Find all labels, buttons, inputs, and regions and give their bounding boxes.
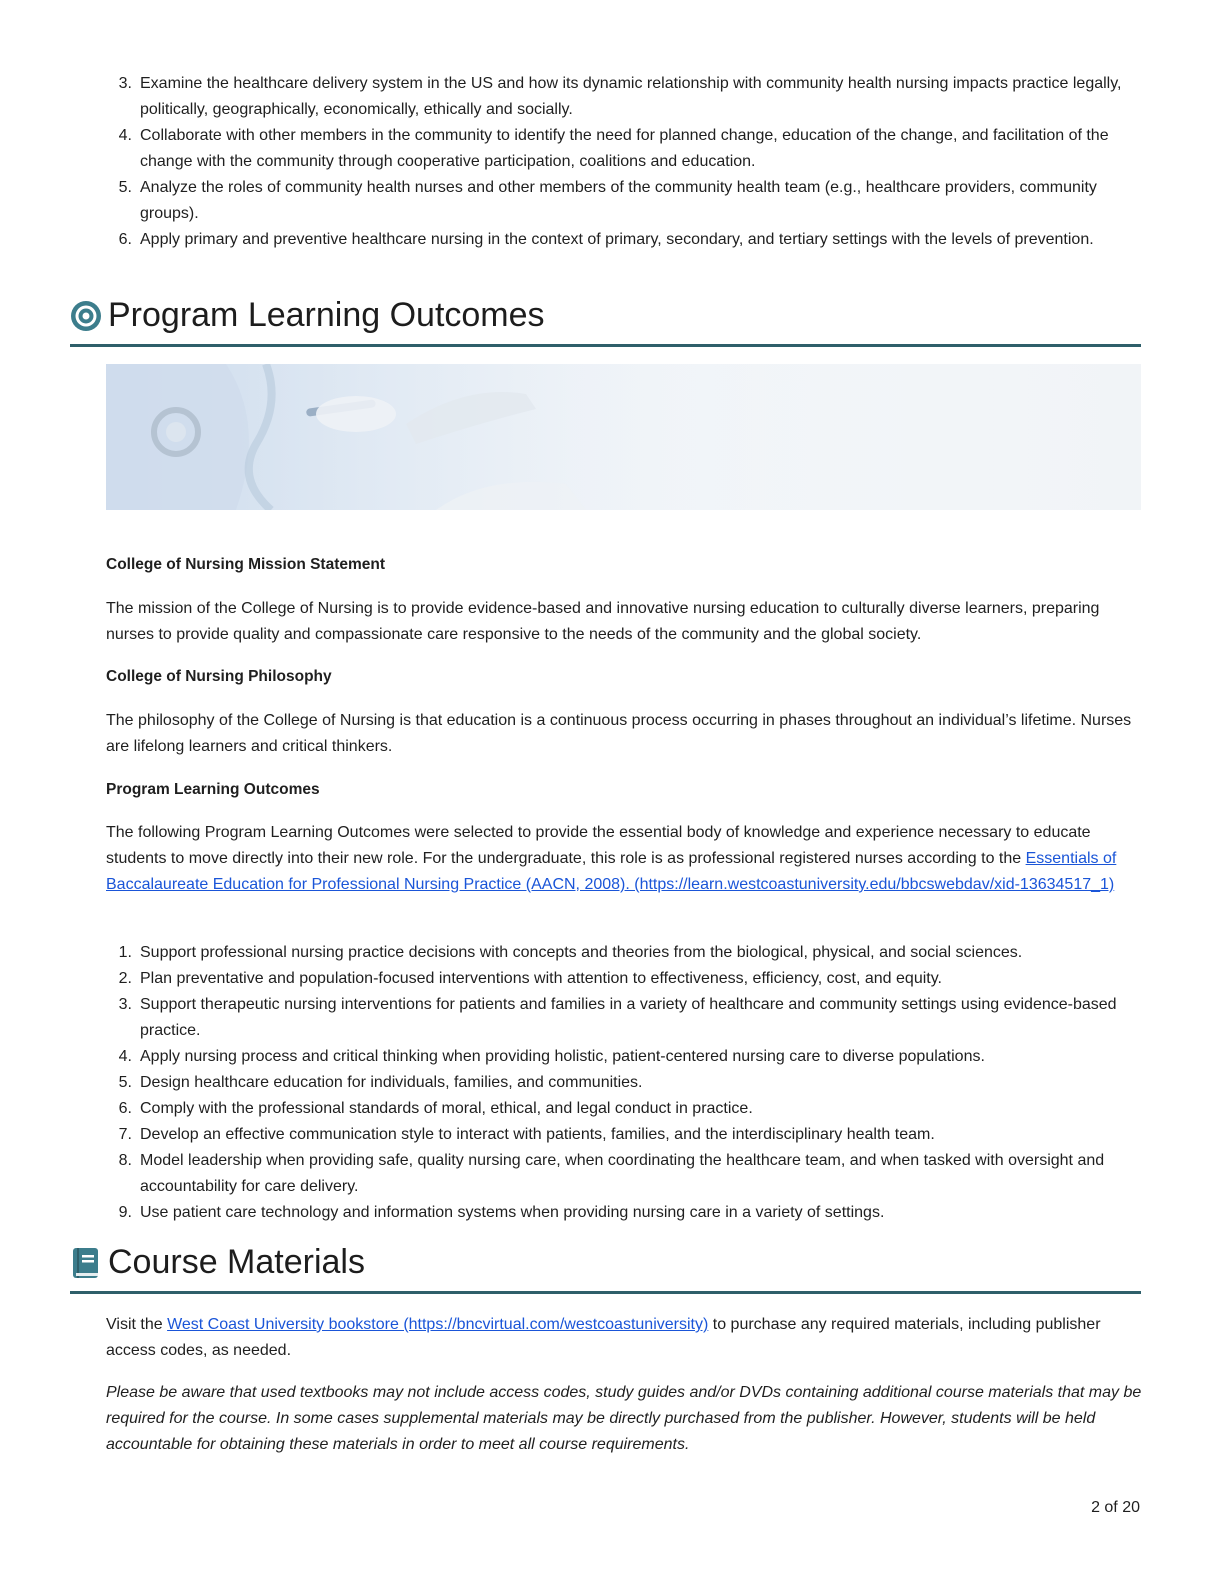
section-title: Program Learning Outcomes bbox=[108, 296, 545, 334]
philosophy-title: College of Nursing Philosophy bbox=[106, 668, 332, 685]
list-item-text: Design healthcare education for individuals, families, and communities. bbox=[140, 1074, 643, 1091]
list-item bbox=[106, 1044, 1146, 1070]
list-item bbox=[106, 71, 1146, 123]
list-item bbox=[106, 175, 1146, 227]
program-outcomes-list bbox=[106, 940, 1146, 1226]
mission-statement-text: The mission of the College of Nursing is to provide evidence-based and innovative nursing education to culturally diverse learners, preparing nurses to provide quality and compassionate care responsive to the needs of the community and the global society. bbox=[106, 600, 1100, 643]
list-item-text: Plan preventative and population-focused interventions with attention to effectiveness, efficiency, cost, and equity. bbox=[140, 970, 942, 987]
course-outcomes-list bbox=[106, 71, 1146, 253]
book-icon bbox=[70, 1247, 102, 1279]
list-item bbox=[106, 1096, 1146, 1122]
section-heading-program-learning-outcomes bbox=[70, 296, 1140, 335]
visit-suffix: to purchase any required materials, including publisher access codes, as needed. bbox=[106, 1316, 1101, 1359]
plo-intro bbox=[106, 820, 1146, 898]
list-item-text: Use patient care technology and information systems when providing nursing care in a variety of settings. bbox=[140, 1204, 885, 1221]
list-item-number: 8. bbox=[118, 1152, 132, 1169]
list-item bbox=[106, 940, 1146, 966]
list-item-number: 5. bbox=[118, 179, 132, 196]
aacn-essentials-link[interactable]: Essentials of Baccalaureate Education for Professional Nursing Practice (AACN, 2008). (https://learn.westcoastuniversity.edu/bbcswebdav/xid-13634517_1) bbox=[106, 850, 1117, 893]
materials-note: Please be aware that used textbooks may not include access codes, study guides and/or DVDs containing additional course materials that may be required for the course. In some cases supplemental materials may be directly purchased from the publisher. However, students will be held accountable for obtaining these materials in order to meet all course requirements. bbox=[106, 1384, 1142, 1453]
plo-title: Program Learning Outcomes bbox=[106, 781, 320, 798]
list-item-number: 3. bbox=[118, 996, 132, 1013]
list-item bbox=[106, 1200, 1146, 1226]
list-item bbox=[106, 123, 1146, 175]
list-item-number: 6. bbox=[118, 1100, 132, 1117]
list-item bbox=[106, 966, 1146, 992]
section-title: Course Materials bbox=[108, 1243, 365, 1281]
target-icon bbox=[70, 300, 102, 332]
list-item-text: Model leadership when providing safe, quality nursing care, when coordinating the healthcare team, and when tasked with oversight and accountability for care delivery. bbox=[140, 1152, 1105, 1195]
plo-intro-text: The following Program Learning Outcomes were selected to provide the essential body of knowledge and experience necessary to educate students to move directly into their new role. For the undergraduate, this role is as professional registered nurses according to the bbox=[106, 824, 1091, 867]
list-item-text: Apply primary and preventive healthcare nursing in the context of primary, secondary, and tertiary settings with the levels of prevention. bbox=[140, 231, 1094, 248]
visit-prefix: Visit the bbox=[106, 1316, 168, 1333]
philosophy-text: The philosophy of the College of Nursing is that education is a continuous process occurring in phases throughout an individual’s lifetime. Nurses are lifelong learners and critical thinkers. bbox=[106, 712, 1132, 755]
list-item-number: 2. bbox=[118, 970, 132, 987]
list-item bbox=[106, 992, 1146, 1044]
list-item bbox=[106, 227, 1146, 253]
list-item-text: Collaborate with other members in the community to identify the need for planned change, education of the change, and facilitation of the change with the community through cooperative participation, coalitions and education. bbox=[140, 127, 1109, 170]
section-heading-course-materials bbox=[70, 1243, 1140, 1282]
list-item-text: Develop an effective communication style to interact with patients, families, and the interdisciplinary health team. bbox=[140, 1126, 935, 1143]
list-item bbox=[106, 1122, 1146, 1148]
bookstore-link[interactable]: West Coast University bookstore (https://bncvirtual.com/westcoastuniversity) bbox=[167, 1316, 709, 1333]
list-item-number: 5. bbox=[118, 1074, 132, 1091]
list-item-number: 6. bbox=[118, 231, 132, 248]
list-item-number: 4. bbox=[118, 127, 132, 144]
list-item-text: Support therapeutic nursing interventions for patients and families in a variety of healthcare and community settings using evidence-based practice. bbox=[140, 996, 1117, 1039]
page-number: 2 of 20 bbox=[1091, 1499, 1140, 1516]
list-item bbox=[106, 1070, 1146, 1096]
mission-statement-title: College of Nursing Mission Statement bbox=[106, 556, 386, 573]
list-item-text: Comply with the professional standards of moral, ethical, and legal conduct in practice. bbox=[140, 1100, 753, 1117]
list-item-number: 3. bbox=[118, 75, 132, 92]
list-item-text: Analyze the roles of community health nurses and other members of the community health team (e.g., healthcare providers, community groups). bbox=[140, 179, 1097, 222]
section-divider bbox=[70, 1291, 1141, 1294]
list-item-number: 9. bbox=[118, 1204, 132, 1221]
section-divider bbox=[70, 344, 1141, 347]
banner-image-nurse bbox=[106, 364, 1141, 510]
bookstore-paragraph bbox=[106, 1312, 1146, 1364]
list-item-text: Apply nursing process and critical thinking when providing holistic, patient-centered nursing care to diverse populations. bbox=[140, 1048, 985, 1065]
list-item-number: 4. bbox=[118, 1048, 132, 1065]
list-item-text: Examine the healthcare delivery system in the US and how its dynamic relationship with community health nursing impacts practice legally, politically, geographically, economically, ethically and socially. bbox=[140, 75, 1122, 118]
list-item bbox=[106, 1148, 1146, 1200]
list-item-text: Support professional nursing practice decisions with concepts and theories from the biological, physical, and social sciences. bbox=[140, 944, 1023, 961]
list-item-number: 1. bbox=[118, 944, 132, 961]
list-item-number: 7. bbox=[118, 1126, 132, 1143]
